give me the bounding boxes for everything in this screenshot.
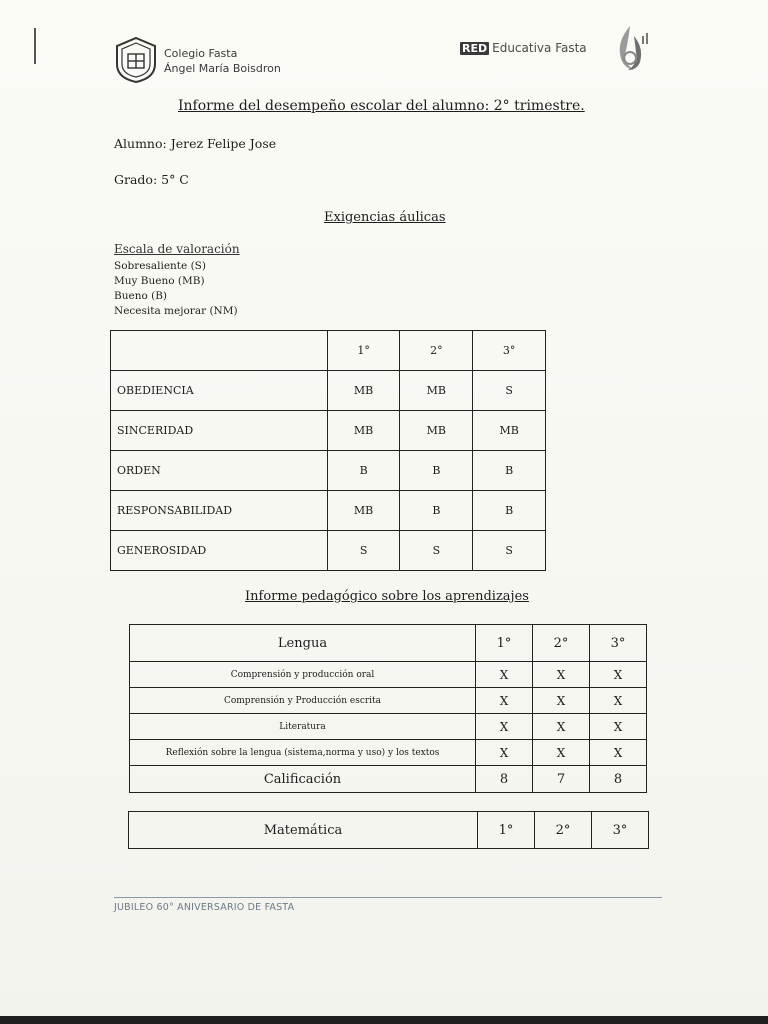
- table-cell: MB: [473, 411, 546, 451]
- scale-item: Sobresaliente (S): [114, 260, 206, 272]
- grade-cell: 7: [533, 766, 590, 793]
- school-name-line2: Ángel María Boisdron: [164, 62, 281, 75]
- grade-cell: 8: [476, 766, 533, 793]
- column-header: 3°: [473, 331, 546, 371]
- table-cell: [111, 331, 328, 371]
- table-row: [111, 411, 546, 451]
- binder-mark: [34, 28, 36, 64]
- table-row: [111, 531, 546, 571]
- table-cell: MB: [400, 411, 473, 451]
- row-label: GENEROSIDAD: [111, 531, 328, 571]
- school-name-line1: Colegio Fasta: [164, 47, 238, 60]
- table-cell: X: [476, 740, 533, 766]
- table-row: [111, 491, 546, 531]
- table-cell: MB: [400, 371, 473, 411]
- matematica-table: [128, 811, 649, 849]
- scale-item: Muy Bueno (MB): [114, 275, 205, 287]
- report-title: Informe del desempeño escolar del alumno: 2° trimestre.: [178, 98, 585, 114]
- page-bottom-edge: [0, 1016, 768, 1024]
- column-header: 3°: [590, 625, 647, 662]
- table-cell: MB: [327, 411, 400, 451]
- table-cell: B: [400, 491, 473, 531]
- table-cell: S: [327, 531, 400, 571]
- row-label: Comprensión y Producción escrita: [130, 688, 476, 714]
- table-cell: X: [476, 688, 533, 714]
- fasta-flame-logo-icon: [608, 22, 652, 74]
- student-name: Alumno: Jerez Felipe Jose: [114, 136, 277, 151]
- table-cell: B: [473, 451, 546, 491]
- table-header-row: [129, 812, 649, 849]
- column-header: 3°: [592, 812, 649, 849]
- column-header: 2°: [535, 812, 592, 849]
- scale-item: Necesita mejorar (NM): [114, 305, 238, 317]
- table-cell: B: [327, 451, 400, 491]
- exigencias-title: Exigencias áulicas: [324, 210, 446, 225]
- table-cell: S: [473, 531, 546, 571]
- student-grade: Grado: 5° C: [114, 172, 189, 187]
- subject-header: Matemática: [129, 812, 478, 849]
- table-row: [111, 371, 546, 411]
- table-cell: MB: [327, 491, 400, 531]
- lengua-table: [129, 624, 647, 793]
- table-cell: X: [590, 714, 647, 740]
- table-row: [130, 662, 647, 688]
- row-label: OBEDIENCIA: [111, 371, 328, 411]
- table-header-row: [130, 625, 647, 662]
- table-row: [111, 451, 546, 491]
- row-label: Comprensión y producción oral: [130, 662, 476, 688]
- network-badge: RED: [462, 41, 488, 55]
- row-label: SINCERIDAD: [111, 411, 328, 451]
- row-label: RESPONSABILIDAD: [111, 491, 328, 531]
- table-cell: X: [590, 662, 647, 688]
- column-header: 1°: [327, 331, 400, 371]
- row-label: ORDEN: [111, 451, 328, 491]
- table-cell: MB: [327, 371, 400, 411]
- network-brand: [460, 41, 587, 55]
- table-cell: S: [400, 531, 473, 571]
- row-label: Reflexión sobre la lengua (sistema,norma y uso) y los textos: [130, 740, 476, 766]
- scale-title: Escala de valoración: [114, 242, 240, 256]
- table-row: [130, 714, 647, 740]
- school-name: [164, 46, 281, 76]
- subject-header: Lengua: [130, 625, 476, 662]
- table-cell: X: [533, 662, 590, 688]
- row-label: Literatura: [130, 714, 476, 740]
- footer-divider: [114, 897, 662, 898]
- grade-row: [130, 766, 647, 793]
- scale-item: Bueno (B): [114, 290, 168, 302]
- grade-label: Calificación: [130, 766, 476, 793]
- table-cell: X: [476, 662, 533, 688]
- column-header: 1°: [478, 812, 535, 849]
- school-crest-icon: [113, 36, 159, 84]
- column-header: 2°: [400, 331, 473, 371]
- table-cell: X: [476, 714, 533, 740]
- table-cell: B: [400, 451, 473, 491]
- network-name: Educativa Fasta: [492, 41, 587, 55]
- grade-cell: 8: [590, 766, 647, 793]
- footer-text: JUBILEO 60° ANIVERSARIO DE FASTA: [114, 902, 295, 913]
- table-cell: S: [473, 371, 546, 411]
- table-cell: B: [473, 491, 546, 531]
- table-row: [130, 688, 647, 714]
- table-cell: X: [533, 714, 590, 740]
- table-cell: X: [590, 740, 647, 766]
- table-cell: X: [533, 740, 590, 766]
- pedagogico-title: Informe pedagógico sobre los aprendizajes: [245, 589, 529, 604]
- exigencias-table: [110, 330, 546, 571]
- table-cell: X: [590, 688, 647, 714]
- column-header: 1°: [476, 625, 533, 662]
- table-header-row: [111, 331, 546, 371]
- table-cell: X: [533, 688, 590, 714]
- table-row: [130, 740, 647, 766]
- column-header: 2°: [533, 625, 590, 662]
